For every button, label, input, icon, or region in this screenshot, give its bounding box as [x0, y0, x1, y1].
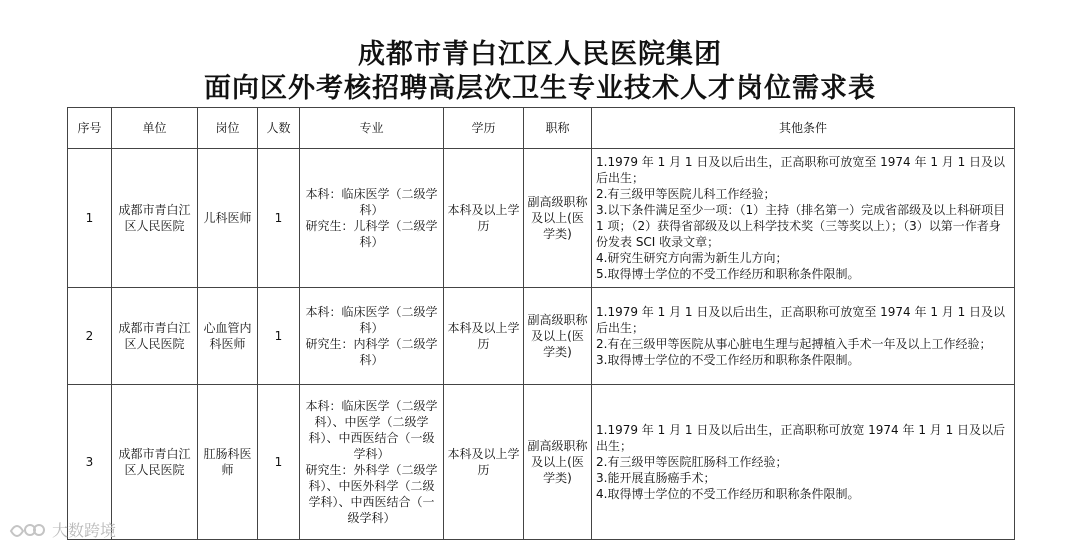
header-seq: 序号: [68, 108, 112, 149]
major-graduate: 研究生：内科学（二级学科）: [305, 337, 438, 367]
cell-conditions: [592, 149, 1015, 288]
condition-item: 4.研究生研究方向需为新生儿方向；: [596, 251, 788, 265]
condition-item: 1.1979 年 1 月 1 日及以后出生，正高职称可放宽至 1974 年 1 月 1 日及以后出生；: [596, 155, 1006, 185]
cell-major: [300, 385, 444, 540]
table-row: [68, 385, 1015, 540]
condition-item: 3.以下条件满足至少一项：（1）主持（排名第一）完成省部级及以上科研项目 1 项；（2）获得省部级及以上科学技术奖（三等奖以上）；（3）以第一作者身份发表 SCI 收录文章；: [596, 203, 1006, 249]
condition-item: 1.1979 年 1 月 1 日及以后出生，正高职称可放宽至 1974 年 1 月 1 日及以后出生；: [596, 305, 1006, 335]
cell-unit: 成都市青白江区人民医院: [112, 149, 198, 288]
condition-item: 2.有三级甲等医院肛肠科工作经验；: [596, 455, 788, 469]
condition-item: 1.1979 年 1 月 1 日及以后出生，正高职称可放宽 1974 年 1 月 1 日及以后出生；: [596, 423, 1006, 453]
requirements-table: [67, 107, 1015, 540]
cell-seq: 1: [68, 149, 112, 288]
cell-title: 副高级职称及以上(医学类): [524, 288, 592, 385]
major-undergrad: 本科：临床医学（二级学科）、中医学（二级学科）、中西医结合（一级学科）: [305, 399, 438, 461]
header-count: 人数: [258, 108, 300, 149]
cell-major: [300, 288, 444, 385]
cell-seq: 3: [68, 385, 112, 540]
cell-unit: 成都市青白江区人民医院: [112, 385, 198, 540]
condition-item: 5.取得博士学位的不受工作经历和职称条件限制。: [596, 267, 860, 281]
watermark-text: 大数跨境: [52, 521, 117, 540]
cell-conditions: [592, 385, 1015, 540]
condition-item: 3.取得博士学位的不受工作经历和职称条件限制。: [596, 353, 860, 367]
major-graduate: 研究生：儿科学（二级学科）: [305, 219, 438, 249]
cell-title: 副高级职称及以上(医学类): [524, 385, 592, 540]
major-graduate: 研究生：外科学（二级学科）、中医外科学（二级学科）、中西医结合（一级学科）: [305, 463, 438, 525]
cell-education: 本科及以上学历: [444, 385, 524, 540]
cell-post: 儿科医师: [198, 149, 258, 288]
cell-education: 本科及以上学历: [444, 149, 524, 288]
condition-item: 2.有在三级甲等医院从事心脏电生理与起搏植入手术一年及以上工作经验；: [596, 337, 992, 351]
header-major: 专业: [300, 108, 444, 149]
cell-count: 1: [258, 385, 300, 540]
condition-item: 2.有三级甲等医院儿科工作经验；: [596, 187, 776, 201]
cell-unit: 成都市青白江区人民医院: [112, 288, 198, 385]
cell-post: 心血管内科医师: [198, 288, 258, 385]
condition-item: 4.取得博士学位的不受工作经历和职称条件限制。: [596, 487, 860, 501]
table-row: [68, 149, 1015, 288]
table-header-row: [68, 108, 1015, 149]
cell-post: 肛肠科医师: [198, 385, 258, 540]
page-title-line1: 成都市青白江区人民医院集团: [358, 39, 722, 70]
header-title: 职称: [524, 108, 592, 149]
cell-seq: 2: [68, 288, 112, 385]
condition-item: 3.能开展直肠癌手术；: [596, 471, 716, 485]
cell-title: 副高级职称及以上(医学类): [524, 149, 592, 288]
page-title-line2: 面向区外考核招聘高层次卫生专业技术人才岗位需求表: [204, 73, 876, 104]
cell-major: [300, 149, 444, 288]
cell-conditions: [592, 288, 1015, 385]
watermark-logo-icon: [8, 519, 46, 541]
major-undergrad: 本科：临床医学（二级学科）: [305, 187, 438, 217]
cell-education: 本科及以上学历: [444, 288, 524, 385]
cell-count: 1: [258, 288, 300, 385]
header-unit: 单位: [112, 108, 198, 149]
major-undergrad: 本科：临床医学（二级学科）: [305, 305, 438, 335]
header-post: 岗位: [198, 108, 258, 149]
cell-count: 1: [258, 149, 300, 288]
header-other: 其他条件: [592, 108, 1015, 149]
header-education: 学历: [444, 108, 524, 149]
watermark: [8, 518, 116, 541]
table-row: [68, 288, 1015, 385]
